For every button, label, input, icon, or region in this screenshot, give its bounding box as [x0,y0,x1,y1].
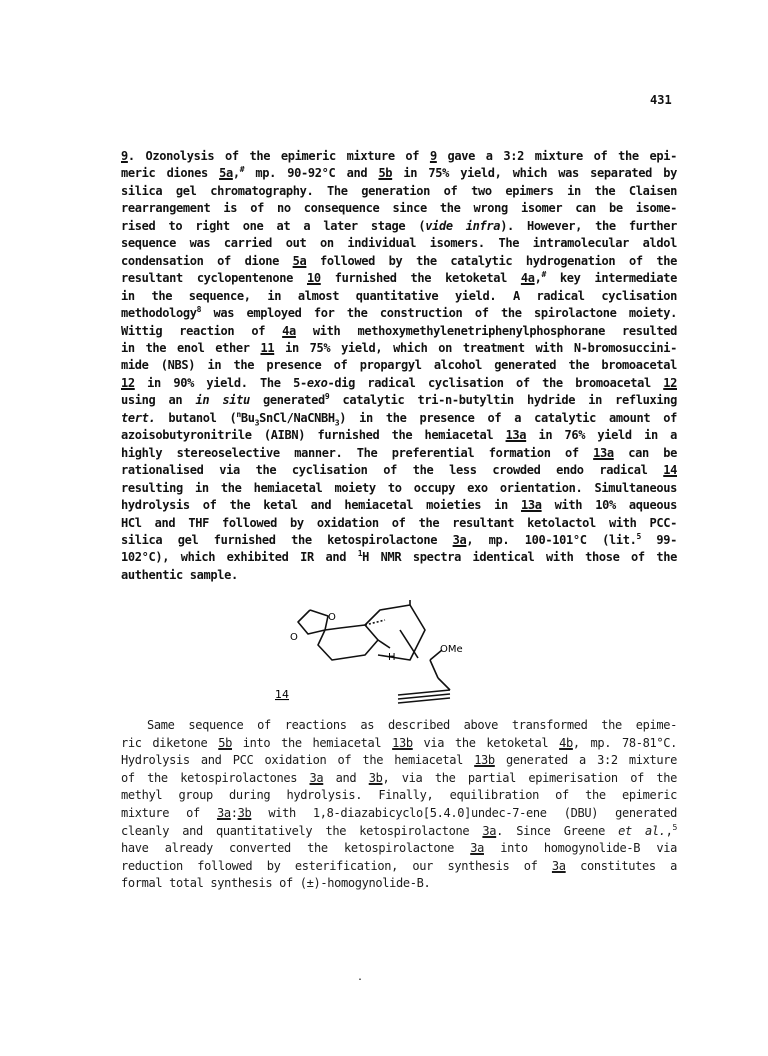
hydrogen-label: H [388,652,396,663]
paragraph-main: 9. Ozonolysis of the epimeric mixture of 9 gave a 3:2 mixture of the epi- meric diones 5a,# mp. 90-92°C and 5b in 75% yield, which was separated by silica gel chromatography. The generation of two epimers in the Claisen rearrangement is of no consequence since the wrong isomer can be isome- rised to right one at a later stage (vide infra). However, the further sequence was carried out on individual isomers. The intramolecular aldol condensation of dione 5a followed by the catalytic hydrogenation of the resultant cyclopentenone 10 furnished the ketoketal 4a,# key intermediate in the sequence, in almost quantitative yield. A radical cyclisation methodology$^8$ was employed for the construction of the spirolactone moiety. Wittig reaction of 4a with methoxymethylenetriphenylphosphorane resulted in the enol ether 11 in 75% yield, which on treatment with N-bromosuccini- mide (NBS) in the presence of propargyl alcohol generated the bromoacetal 12 in 90% yield. The 5-exo-dig radical cyclisation of the bromoacetal 12 using an in situ generated$^9$ catalytic tri-n-butyltin hydride in refluxing tert. butanol $(^nBu_3SnCl/NaCNBH_3)$ in the presence of a catalytic amount of azoisobutyronitrile (AIBN) furnished the hemiacetal 13a in 76% yield in a highly stereoselective manner. The preferential formation of 13a can be rationalised via the cyclisation of the less crowded endo radical 14 resulting in the hemiacetal moiety to occupy exo orientation. Simultaneous hydrolysis of the ketal and hemiacetal moieties in 13a with 10% aqueous HCl and THF followed by oxidation of the resultant ketolactol with PCC- silica gel furnished the ketospirolactone 3a, mp. 100-101°C (lit.$^5$ 99- 102°C), which exhibited IR and $^1$H NMR spectra identical with those of the authentic sample. [121,149,678,582]
oxygen-label-1: O [328,612,336,623]
oxygen-label-2: O [290,632,298,643]
structure-14 [270,600,520,710]
paragraph-second: Same sequence of reactions as described above transformed the epime- ric diketone 5b into the hemiacetal 13b via the ketoketal 4b, mp. 78-81°C. Hydrolysis and PCC oxidation of the hemiacetal 13b generated a 3:2 mixture of the ketospirolactones 3a and 3b, via the partial epimerisation of the methyl group during hydrolysis. Finally, equilibration of the epimeric mixture of 3a:3b with 1,8-diazabicyclo[5.4.0]undec-7-ene (DBU) generated cleanly and quantitatively the ketospirolactone 3a. Since Greene et al.,$^5$ have already converted the ketospirolactone 3a into homogynolide-B via reduction followed by esterification, our synthesis of 3a constitutes a formal total synthesis of (±)-homogynolide-B. [121,718,678,891]
methoxy-label: OMe [440,644,463,655]
page-number: 431 [650,93,672,107]
compound-label-14: 14 [275,688,289,701]
footer-mark: . [357,972,364,983]
